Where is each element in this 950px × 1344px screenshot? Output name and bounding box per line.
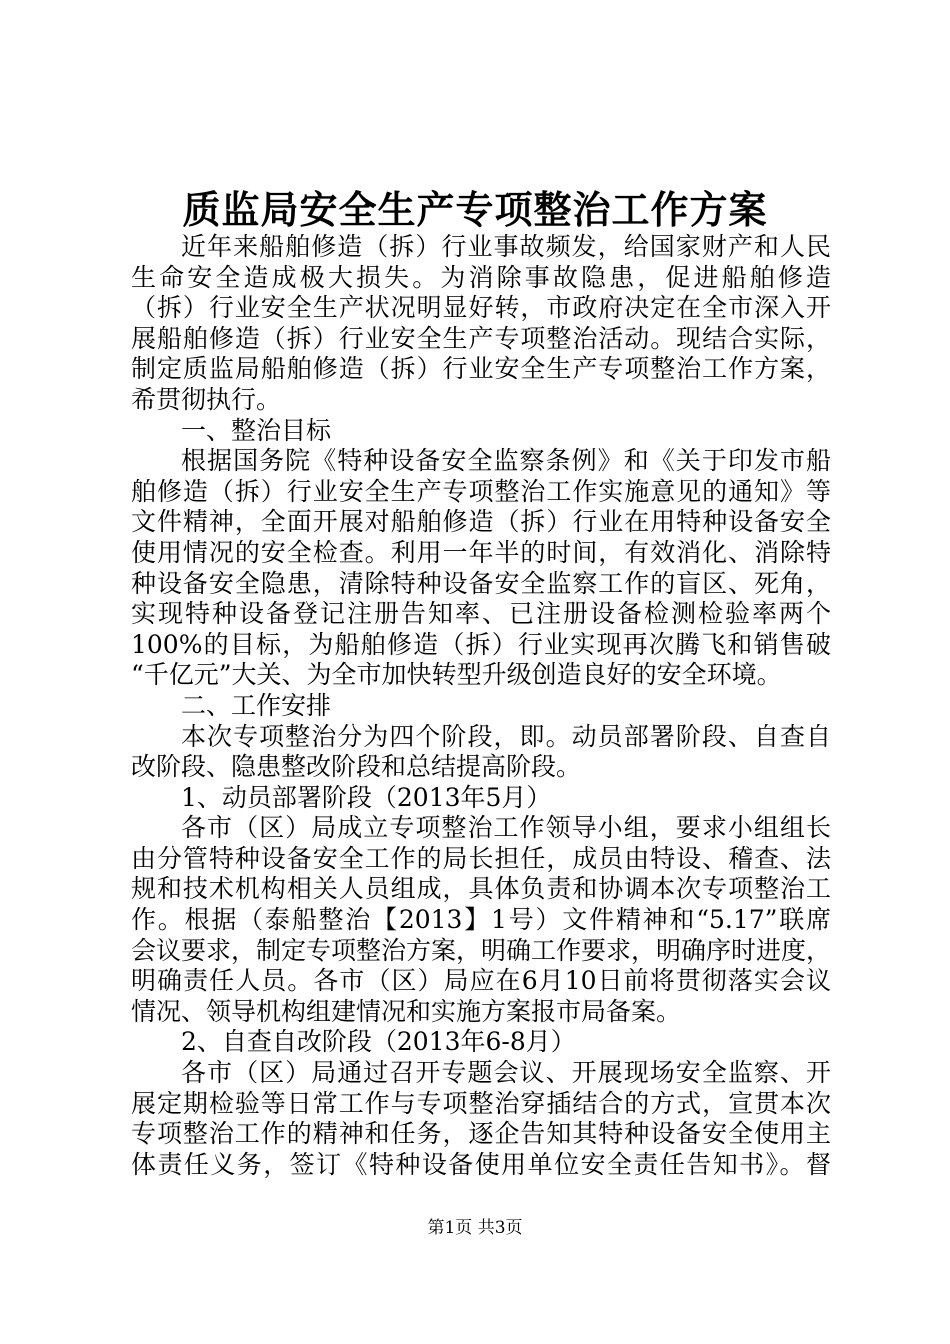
body-text-line: 近年来船舶修造（拆）行业事故频发，给国家财产和人民 [181,232,831,261]
body-text-line: 希贯彻执行。 [131,384,282,414]
body-text-line: 制定质监局船舶修造（拆）行业安全生产专项整治工作方案， [131,354,831,384]
body-text-line: 根据国务院《特种设备安全监察条例》和《关于印发市船 [181,446,831,476]
body-text-line: 各市（区）局成立专项整治工作领导小组，要求小组组长 [181,813,831,843]
body-text-line: “千亿元”大关、为全市加快转型升级创造良好的安全环境。 [131,660,782,690]
page-footer: 第1页 共3页 [427,1218,523,1238]
body-text-line: 舶修造（拆）行业安全生产专项整治工作实施意见的通知》等 [131,476,831,506]
body-text-line: 展船舶修造（拆）行业安全生产专项整治活动。现结合实际， [131,323,831,353]
body-text-line: 2、自查自改阶段（2013年6-8月） [181,1027,576,1057]
document-body [131,232,831,1180]
body-text-line: 二、工作安排 [181,690,332,720]
body-text-line: 生命安全造成极大损失。为消除事故隐患，促进船舶修造 [131,262,831,292]
body-text-line: 专项整治工作的精神和任务，逐企告知其特种设备安全使用主 [131,1119,831,1149]
body-text-line: 种设备安全隐患，清除特种设备安全监察工作的盲区、死角， [131,568,831,598]
body-text-line: （拆）行业安全生产状况明显好转，市政府决定在全市深入开 [131,293,831,323]
body-text-line: 规和技术机构相关人员组成，具体负责和协调本次专项整治工 [131,874,831,904]
body-text-line: 1、动员部署阶段（2013年5月） [181,782,552,812]
body-text-line: 本次专项整治分为四个阶段，即。动员部署阶段、自查自 [181,721,831,751]
body-text-line: 会议要求，制定专项整治方案，明确工作要求，明确序时进度， [131,935,831,965]
body-text-line: 展定期检验等日常工作与专项整治穿插结合的方式，宣贯本次 [131,1088,831,1118]
body-text-line: 情况、领导机构组建情况和实施方案报市局备案。 [131,996,682,1026]
body-text-line: 100%的目标，为船舶修造（拆）行业实现再次腾飞和销售破 [131,629,831,659]
body-text-line: 一、整治目标 [181,415,332,445]
body-text-line: 明确责任人员。各市（区）局应在6月10日前将贯彻落实会议 [131,966,831,996]
body-text-line: 作。根据（泰船整治【2013】1号）文件精神和“5.17”联席 [131,905,831,935]
body-text-line: 各市（区）局通过召开专题会议、开展现场安全监察、开 [181,1058,831,1088]
body-text-line: 实现特种设备登记注册告知率、已注册设备检测检验率两个 [131,599,831,629]
body-text-line: 由分管特种设备安全工作的局长担任，成员由特设、稽查、法 [131,843,831,873]
document-title: 质监局安全生产专项整治工作方案 [182,187,768,232]
body-text-line: 体责任义务，签订《特种设备使用单位安全责任告知书》。督 [131,1149,831,1179]
body-text-line: 改阶段、隐患整改阶段和总结提高阶段。 [131,752,582,782]
body-text-line: 文件精神，全面开展对船舶修造（拆）行业在用特种设备安全 [131,507,831,537]
body-text-line: 使用情况的安全检查。利用一年半的时间，有效消化、消除特 [131,537,831,567]
